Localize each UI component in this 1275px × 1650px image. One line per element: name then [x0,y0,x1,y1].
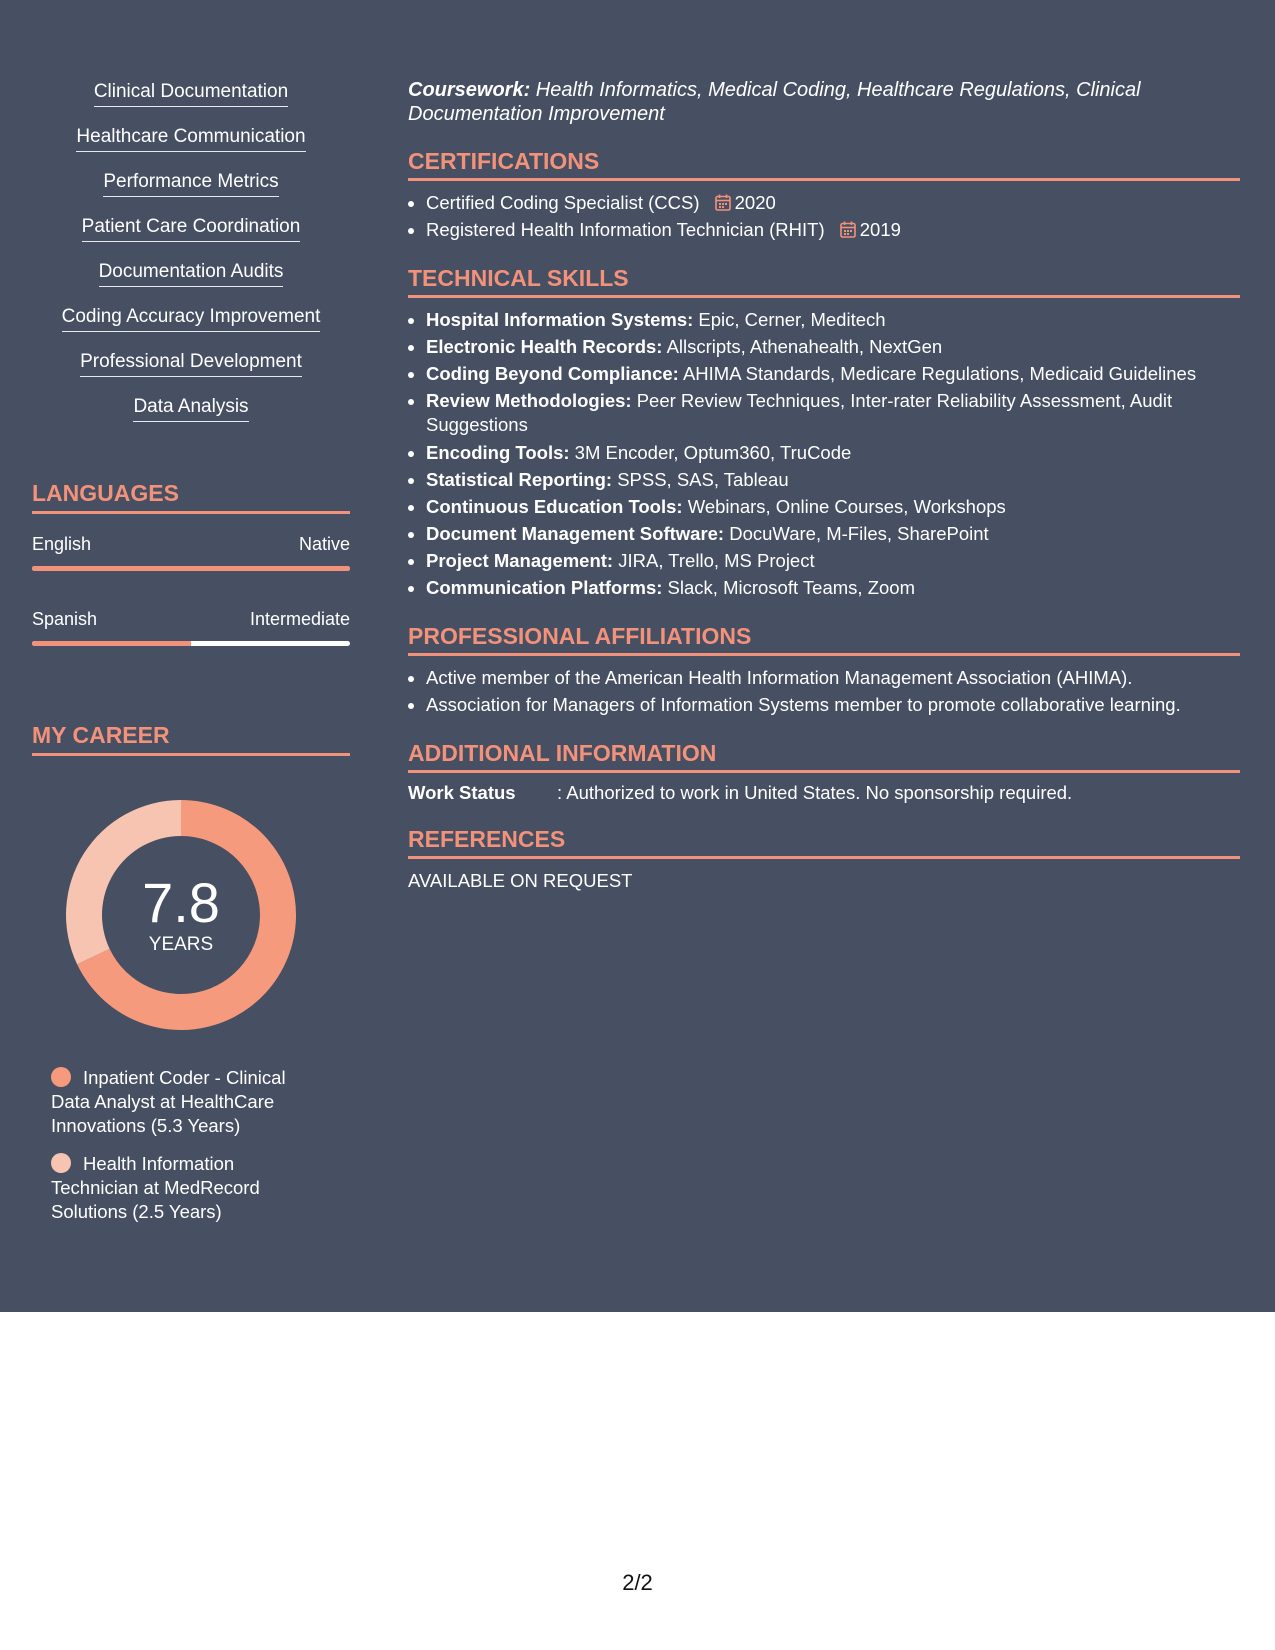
skill-label: Healthcare Communication [76,125,305,152]
technical-skill-label: Project Management: [426,550,614,571]
certification-item [426,189,1240,216]
technical-skill-label: Coding Beyond Compliance: [426,363,679,384]
references-heading: REFERENCES [408,826,1240,859]
language-item [32,609,350,646]
coursework [408,78,1240,126]
work-status-row [408,782,1240,804]
language-bar [32,566,350,571]
technical-skill-value: JIRA, Trello, MS Project [613,550,815,571]
technical-skill-value: AHIMA Standards, Medicare Regulations, Medicaid Guidelines [678,363,1197,384]
technical-skill-value: Peer Review Techniques, Inter-rater Reliability Assessment, Audit Suggestions [426,390,1173,435]
certification-name: Certified Coding Specialist (CCS) [426,192,700,213]
affiliations-list [408,664,1240,718]
technical-skill-label: Electronic Health Records: [426,336,663,357]
certifications-list [408,189,1240,243]
skill-label: Performance Metrics [103,170,278,197]
skill-item [32,260,350,305]
technical-skill-value: Allscripts, Athenahealth, NextGen [662,336,943,357]
technical-skill-value: Slack, Microsoft Teams, Zoom [662,577,915,598]
language-bar-fill [32,641,191,646]
technical-skill-item [426,360,1240,387]
sidebar [32,80,350,1238]
technical-skills-list [408,306,1240,601]
skill-item [32,80,350,125]
technical-skill-value: Epic, Cerner, Meditech [693,309,886,330]
skill-item [32,125,350,170]
career-legend [51,1066,311,1224]
references-section [408,826,1240,892]
affiliation-item: • Association for Managers of Information Systems member to promote collaborative learning. [426,691,1240,718]
skill-item [32,305,350,350]
certification-year: 2019 [859,219,901,240]
language-row [32,534,350,555]
skill-label: Clinical Documentation [94,80,288,107]
technical-skill-item [426,574,1240,601]
career-total-unit: YEARS [148,934,214,955]
affiliations-section [408,623,1240,718]
technical-skills-section [408,265,1240,601]
coursework-label: Coursework: [408,79,531,101]
technical-skill-label: Continuous Education Tools: [426,496,683,517]
career-legend-item [51,1152,311,1224]
skill-item [32,350,350,395]
technical-skill-item [426,389,1240,437]
technical-skill-label: Statistical Reporting: [426,469,613,490]
skill-item [32,170,350,215]
technical-skill-label: Document Management Software: [426,523,725,544]
certification-name: Registered Health Information Technician (RHIT) [426,219,825,240]
calendar-icon [840,221,856,238]
certifications-section [408,148,1240,243]
technical-skill-value: SPSS, SAS, Tableau [612,469,789,490]
career-legend-item [51,1066,311,1138]
references-text: AVAILABLE ON REQUEST [408,870,633,891]
technical-skill-label: Review Methodologies: [426,390,632,411]
career-donut-chart [66,800,296,1030]
language-name: Spanish [32,609,98,629]
technical-skill-value: Webinars, Online Courses, Workshops [682,496,1006,517]
technical-skill-label: Hospital Information Systems: [426,309,694,330]
language-item [32,534,350,571]
work-status-label: Work Status [408,782,516,803]
page-number: 2/2 [622,1570,653,1595]
skill-label: Documentation Audits [99,260,284,287]
career-entry-label: Inpatient Coder - Clinical Data Analyst at HealthCare Innovations (5.3 Years) [51,1067,286,1136]
technical-skill-item [426,439,1240,466]
additional-info-heading: ADDITIONAL INFORMATION [408,740,1240,773]
technical-skill-item [426,547,1240,574]
skill-label: Professional Development [80,350,302,377]
career-total [66,800,296,1030]
technical-skill-item [426,466,1240,493]
career-total-value: 7.8 [142,871,220,934]
skills-list [32,80,350,440]
certification-item [426,216,1240,243]
certification-year: 2020 [734,192,776,213]
skill-item [32,215,350,260]
technical-skill-label: Communication Platforms: [426,577,663,598]
technical-skill-value: 3M Encoder, Optum360, TruCode [569,442,852,463]
coursework-text: Health Informatics, Medical Coding, Healthcare Regulations, Clinical Documentation Improvement [408,79,1141,125]
skill-label: Patient Care Coordination [82,215,301,242]
additional-info-section [408,740,1240,804]
legend-dot-icon [51,1153,71,1173]
skill-label: Coding Accuracy Improvement [62,305,321,332]
language-bar-fill [32,566,350,571]
work-status-value: : Authorized to work in United States. No sponsorship required. [557,782,1073,803]
language-level: Native [298,534,350,554]
career-entry-label: Health Information Technician at MedRecord Solutions (2.5 Years) [51,1153,260,1222]
affiliations-heading: PROFESSIONAL AFFILIATIONS [408,623,1240,656]
certifications-heading: CERTIFICATIONS [408,148,1240,181]
language-row [32,609,350,630]
technical-skill-item [426,520,1240,547]
calendar-icon [715,194,731,211]
language-name: English [32,534,92,554]
main-column [408,78,1240,892]
technical-skill-item [426,333,1240,360]
technical-skill-item [426,493,1240,520]
technical-skill-value: DocuWare, M-Files, SharePoint [724,523,989,544]
technical-skills-heading: TECHNICAL SKILLS [408,265,1240,298]
technical-skill-item [426,306,1240,333]
language-level: Intermediate [249,609,350,629]
technical-skill-label: Encoding Tools: [426,442,570,463]
skill-item [32,395,350,440]
legend-dot-icon [51,1067,71,1087]
affiliation-item: • Active member of the American Health Information Management Association (AHIMA). [426,664,1240,691]
career-heading: MY CAREER [32,722,350,756]
skill-label: Data Analysis [133,395,248,422]
language-bar [32,641,350,646]
languages-heading: LANGUAGES [32,480,350,514]
